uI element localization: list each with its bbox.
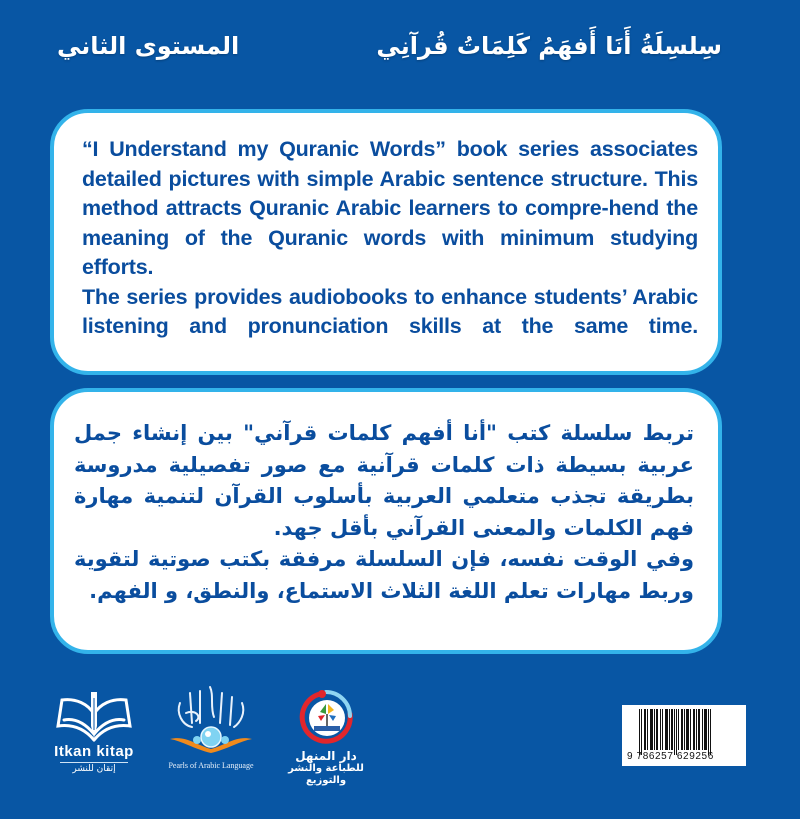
manhal-name: دار المنهل <box>295 749 357 763</box>
itkan-kitap-logo <box>52 690 136 774</box>
open-book-pen-icon <box>54 690 134 742</box>
manhal-emblem-icon <box>298 688 354 744</box>
pearl-calligraphy-icon <box>166 683 256 755</box>
english-description <box>82 135 698 342</box>
barcode-bars <box>639 709 741 750</box>
series-title: سِلسِلَةُ أَنَا أَفهَمُ كَلِمَاتُ قُرآنِي <box>376 32 722 60</box>
dar-al-manhal-logo <box>276 688 376 787</box>
arabic-paragraph-2: وفي الوقت نفسه، فإن السلسلة مرفقة بكتب صوتية لتقوية وربط مهارات تعلم اللغة الثلاث الاستماع، والنطق، و الفهم. <box>74 547 694 603</box>
isbn-barcode <box>622 705 746 766</box>
level-title: المستوى الثاني <box>57 32 240 60</box>
itkan-subtitle: إتقان للنشر <box>60 762 128 774</box>
isbn-number: 9 786257 629256 <box>627 751 714 762</box>
pearls-of-arabic-language-logo <box>166 683 256 770</box>
english-paragraph-2: The series provides audiobooks to enhance students’ Arabic listening and pronunciation skills at the same time. <box>82 284 698 338</box>
english-description-box <box>50 109 722 375</box>
manhal-subtitle: للطباعة والنشر والتوزيع <box>288 763 364 786</box>
arabic-description-box <box>50 388 722 654</box>
pearls-subtitle: Pearls of Arabic Language <box>168 761 254 770</box>
arabic-description <box>74 418 694 607</box>
english-paragraph-1: “I Understand my Quranic Words” book series associates detailed pictures with simple Arabic sentence structure. This method attracts Quranic Arabic learners to compre-hend the meaning of the Quranic words with minimum studying efforts. <box>82 137 698 279</box>
itkan-name: Itkan kitap <box>54 743 134 760</box>
arabic-paragraph-1: تربط سلسلة كتب "أنا أفهم كلمات قرآني" بين إنشاء جمل عربية بسيطة ذات كلمات قرآنية مع صور تفصيلية مدروسة بطريقة تجذب متعلمي العربية بأسلوب القرآن لتنمية مهارة فهم الكلمات والمعنى القرآني بأقل جهد. <box>74 421 694 540</box>
